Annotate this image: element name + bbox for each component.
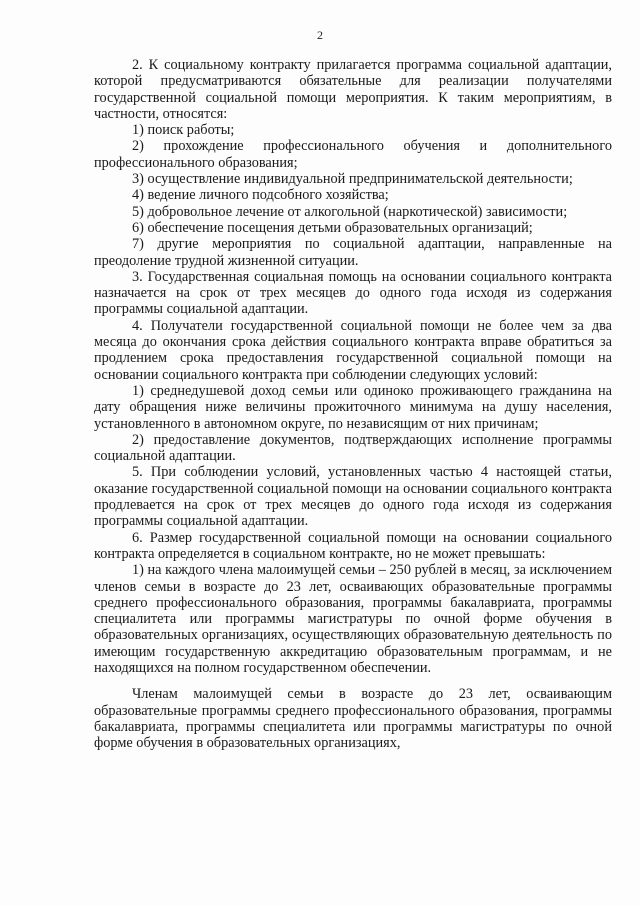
page-number: 2 (317, 28, 323, 42)
list-item-1: 1) поиск работы; (132, 122, 235, 139)
list-item-3: 3) осуществление индивидуальной предпринимательской деятельности; (132, 171, 573, 188)
paragraph-6: 6. Размер государственной социальной помощи на основании социального контракта определяется в социальном контракте, но не может превышать: (94, 529, 612, 562)
paragraph-3: 3. Государственная социальная помощь на основании социального контракта назначается на срок от трех месяцев до одного года исходя из содержания программы социальной адаптации. (94, 268, 612, 318)
list-item-7: 7) другие мероприятия по социальной адаптации, направленные на преодоление трудной жизненной ситуации. (94, 236, 612, 269)
list-item-5: 5) добровольное лечение от алкогольной (наркотической) зависимости; (132, 203, 568, 220)
list-item-6: 6) обеспечение посещения детьми образовательных организаций; (132, 219, 533, 236)
paragraph-5: 5. При соблюдении условий, установленных частью 4 настоящей статьи, оказание государственной социальной помощи на основании социального контракта продлевается на срок от трех месяцев до одного года исходя из содержания программы социальной адаптации. (94, 464, 612, 530)
list-item-2: 2) прохождение профессионального обучения и дополнительного профессионального образования; (94, 138, 612, 171)
list-item-4: 4) ведение личного подсобного хозяйства; (132, 187, 389, 204)
condition-1: 1) среднедушевой доход семьи или одиноко проживающего гражданина на дату обращения ниже величины прожиточного минимума на душу населения, установленного в автономном округе, по независящим от них причинам; (94, 382, 612, 432)
limit-item-1: 1) на каждого члена малоимущей семьи – 250 рублей в месяц, за исключением членов семьи в возрасте до 23 лет, осваивающих образовательные программы среднего профессионального образования, программы бакалавриата, программы специалитета или программы магистратуры по очной форме обучения в образовательных организациях, осуществляющих образовательную деятельность по имеющим государственную аккредитацию образовательным программам, и не находящихся на полном государственном обеспечении. (94, 562, 612, 676)
paragraph-2: 2. К социальному контракту прилагается программа социальной адаптации, которой предусматриваются обязательные для реализации получателями государственной социальной помощи мероприятия. К таким мероприятиям, в частности, относятся: (94, 57, 612, 122)
condition-2: 2) предоставление документов, подтверждающих исполнение программы социальной адаптации. (94, 431, 612, 465)
paragraph-students: Членам малоимущей семьи в возрасте до 23 лет, осваивающим образовательные программы среднего профессионального образования, программы бакалавриата, программы специалитета или программы магистратуры по очной форме обучения в образовательных организациях, (94, 686, 612, 752)
document-body (94, 57, 612, 751)
paragraph-4: 4. Получатели государственной социальной помощи не более чем за два месяца до окончания срока действия социального контракта вправе обратиться за продлением срока предоставления государственной социальной помощи на основании социального контракта при соблюдении следующих условий: (94, 317, 612, 383)
